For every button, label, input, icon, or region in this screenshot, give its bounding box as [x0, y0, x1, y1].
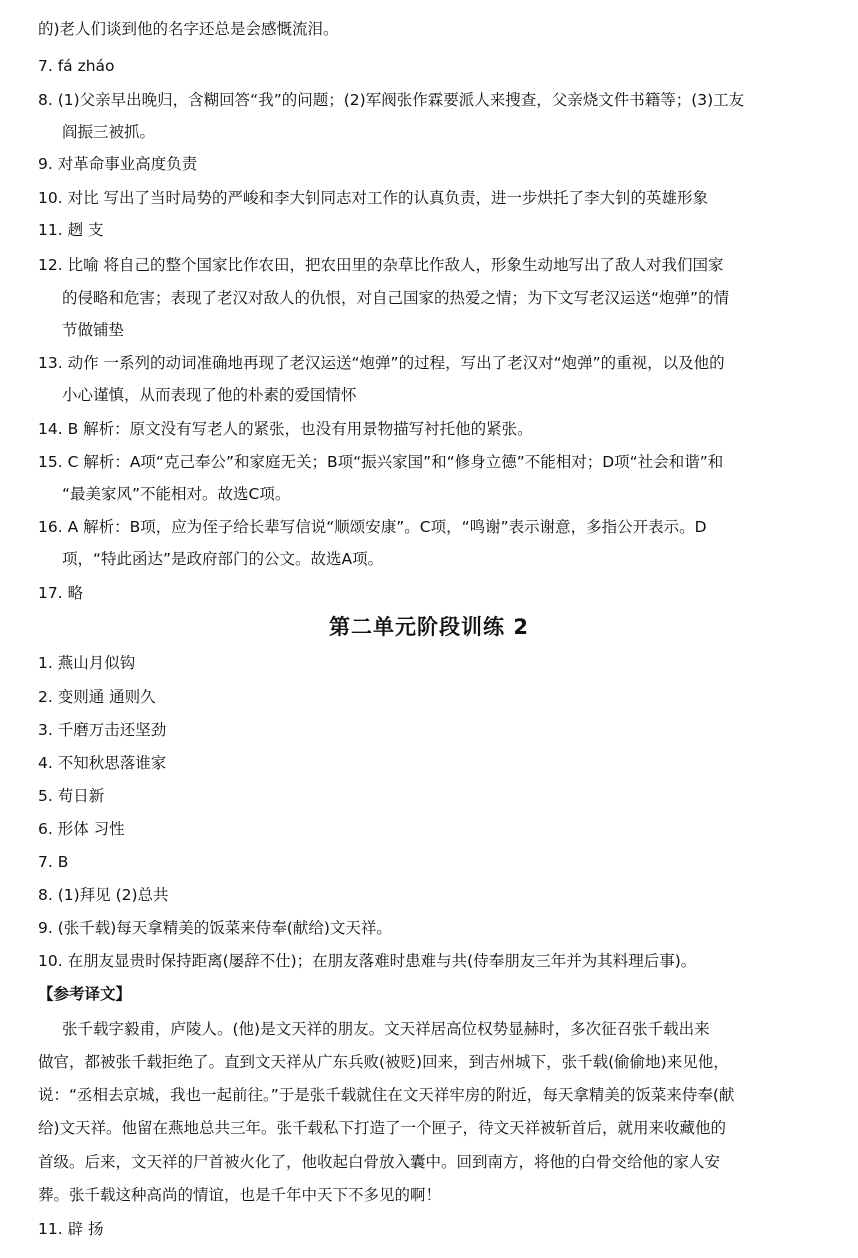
answer-9: 9. 对革命事业高度负责	[38, 155, 198, 173]
answer-12-cont: 节做铺垫	[62, 321, 125, 339]
unit2-answer-7: 7. B	[38, 853, 69, 871]
translation-line: 给)文天祥。他留在燕地总共三年。张千载私下打造了一个匣子，待文天祥被斩首后，就用来收藏他的	[38, 1119, 727, 1137]
unit2-answer-10: 10. 在朋友显贵时保持距离(屡辞不仕)；在朋友落难时患难与共(侍奉朋友三年并为其料理后事)。	[38, 952, 697, 970]
answer-10: 10. 对比 写出了当时局势的严峻和李大钊同志对工作的认真负责，进一步烘托了李大钊的英雄形象	[38, 189, 709, 207]
section-title: 第二单元阶段训练 2	[329, 615, 529, 639]
unit2-answer-2: 2. 变则通 通则久	[38, 688, 156, 706]
answer-13: 13. 动作 一系列的动词准确地再现了老汉运送“炮弹”的过程，写出了老汉对“炮弹”的重视，以及他的	[38, 354, 725, 372]
answer-12: 12. 比喻 将自己的整个国家比作农田，把农田里的杂草比作敌人，形象生动地写出了敌人对我们国家	[38, 256, 724, 274]
answer-8-cont: 阎振三被抓。	[62, 123, 156, 141]
answer-12-cont: 的侵略和危害；表现了老汉对敌人的仇恨，对自己国家的热爱之情；为下文写老汉运送“炮弹”的情	[62, 289, 730, 307]
answer-13-cont: 小心谨慎，从而表现了他的朴素的爱国情怀	[62, 386, 357, 404]
translation-line: 做官，都被张千载拒绝了。直到文天祥从广东兵败(被贬)回来，到吉州城下，张千载(偷偷地)来见他，	[38, 1053, 729, 1071]
unit2-answer-11: 11. 辟 扬	[38, 1220, 104, 1238]
answer-16: 16. A 解析：B项，应为侄子给长辈写信说“顺颂安康”。C项，“鸣谢”表示谢意，多指公开表示。D	[38, 518, 707, 536]
answer-17: 17. 略	[38, 584, 84, 602]
answer-15-cont: “最美家风”不能相对。故选C项。	[62, 485, 291, 503]
translation-heading: 【参考译文】	[38, 985, 132, 1003]
unit2-answer-6: 6. 形体 习性	[38, 820, 125, 838]
translation-line: 说：“丞相去京城，我也一起前往。”于是张千载就住在文天祥牢房的附近，每天拿精美的饭菜来侍奉(献	[38, 1086, 735, 1104]
unit2-answer-5: 5. 苟日新	[38, 787, 105, 805]
answer-16-cont: 项，“特此函达”是政府部门的公文。故选A项。	[62, 550, 384, 568]
answer-7: 7. fá zháo	[38, 57, 115, 75]
unit2-answer-9: 9. (张千载)每天拿精美的饭菜来侍奉(献给)文天祥。	[38, 919, 392, 937]
unit2-answer-4: 4. 不知秋思落谁家	[38, 754, 167, 772]
translation-line: 首级。后来，文天祥的尸首被火化了，他收起白骨放入囊中。回到南方，将他的白骨交给他的家人安	[38, 1153, 721, 1171]
answer-15: 15. C 解析：A项“克己奉公”和家庭无关；B项“振兴家国”和“修身立德”不能相对；D项“社会和谐”和	[38, 453, 724, 471]
answer-11: 11. 趔 支	[38, 221, 104, 239]
unit2-answer-3: 3. 千磨万击还坚劲	[38, 721, 167, 739]
answer-8: 8. (1)父亲早出晚归，含糊回答“我”的问题；(2)军阀张作霖要派人来搜查，父亲烧文件书籍等；(3)工友	[38, 91, 745, 109]
translation-line: 张千载字毅甫，庐陵人。(他)是文天祥的朋友。文天祥居高位权势显赫时，多次征召张千载出来	[62, 1020, 710, 1038]
unit2-answer-1: 1. 燕山月似钩	[38, 654, 136, 672]
translation-line: 葬。张千载这种高尚的情谊，也是千年中天下不多见的啊！	[38, 1186, 442, 1204]
text-line: 的)老人们谈到他的名字还总是会感慨流泪。	[38, 20, 339, 38]
answer-14: 14. B 解析：原文没有写老人的紧张，也没有用景物描写衬托他的紧张。	[38, 420, 533, 438]
unit2-answer-8: 8. (1)拜见 (2)总共	[38, 886, 169, 904]
